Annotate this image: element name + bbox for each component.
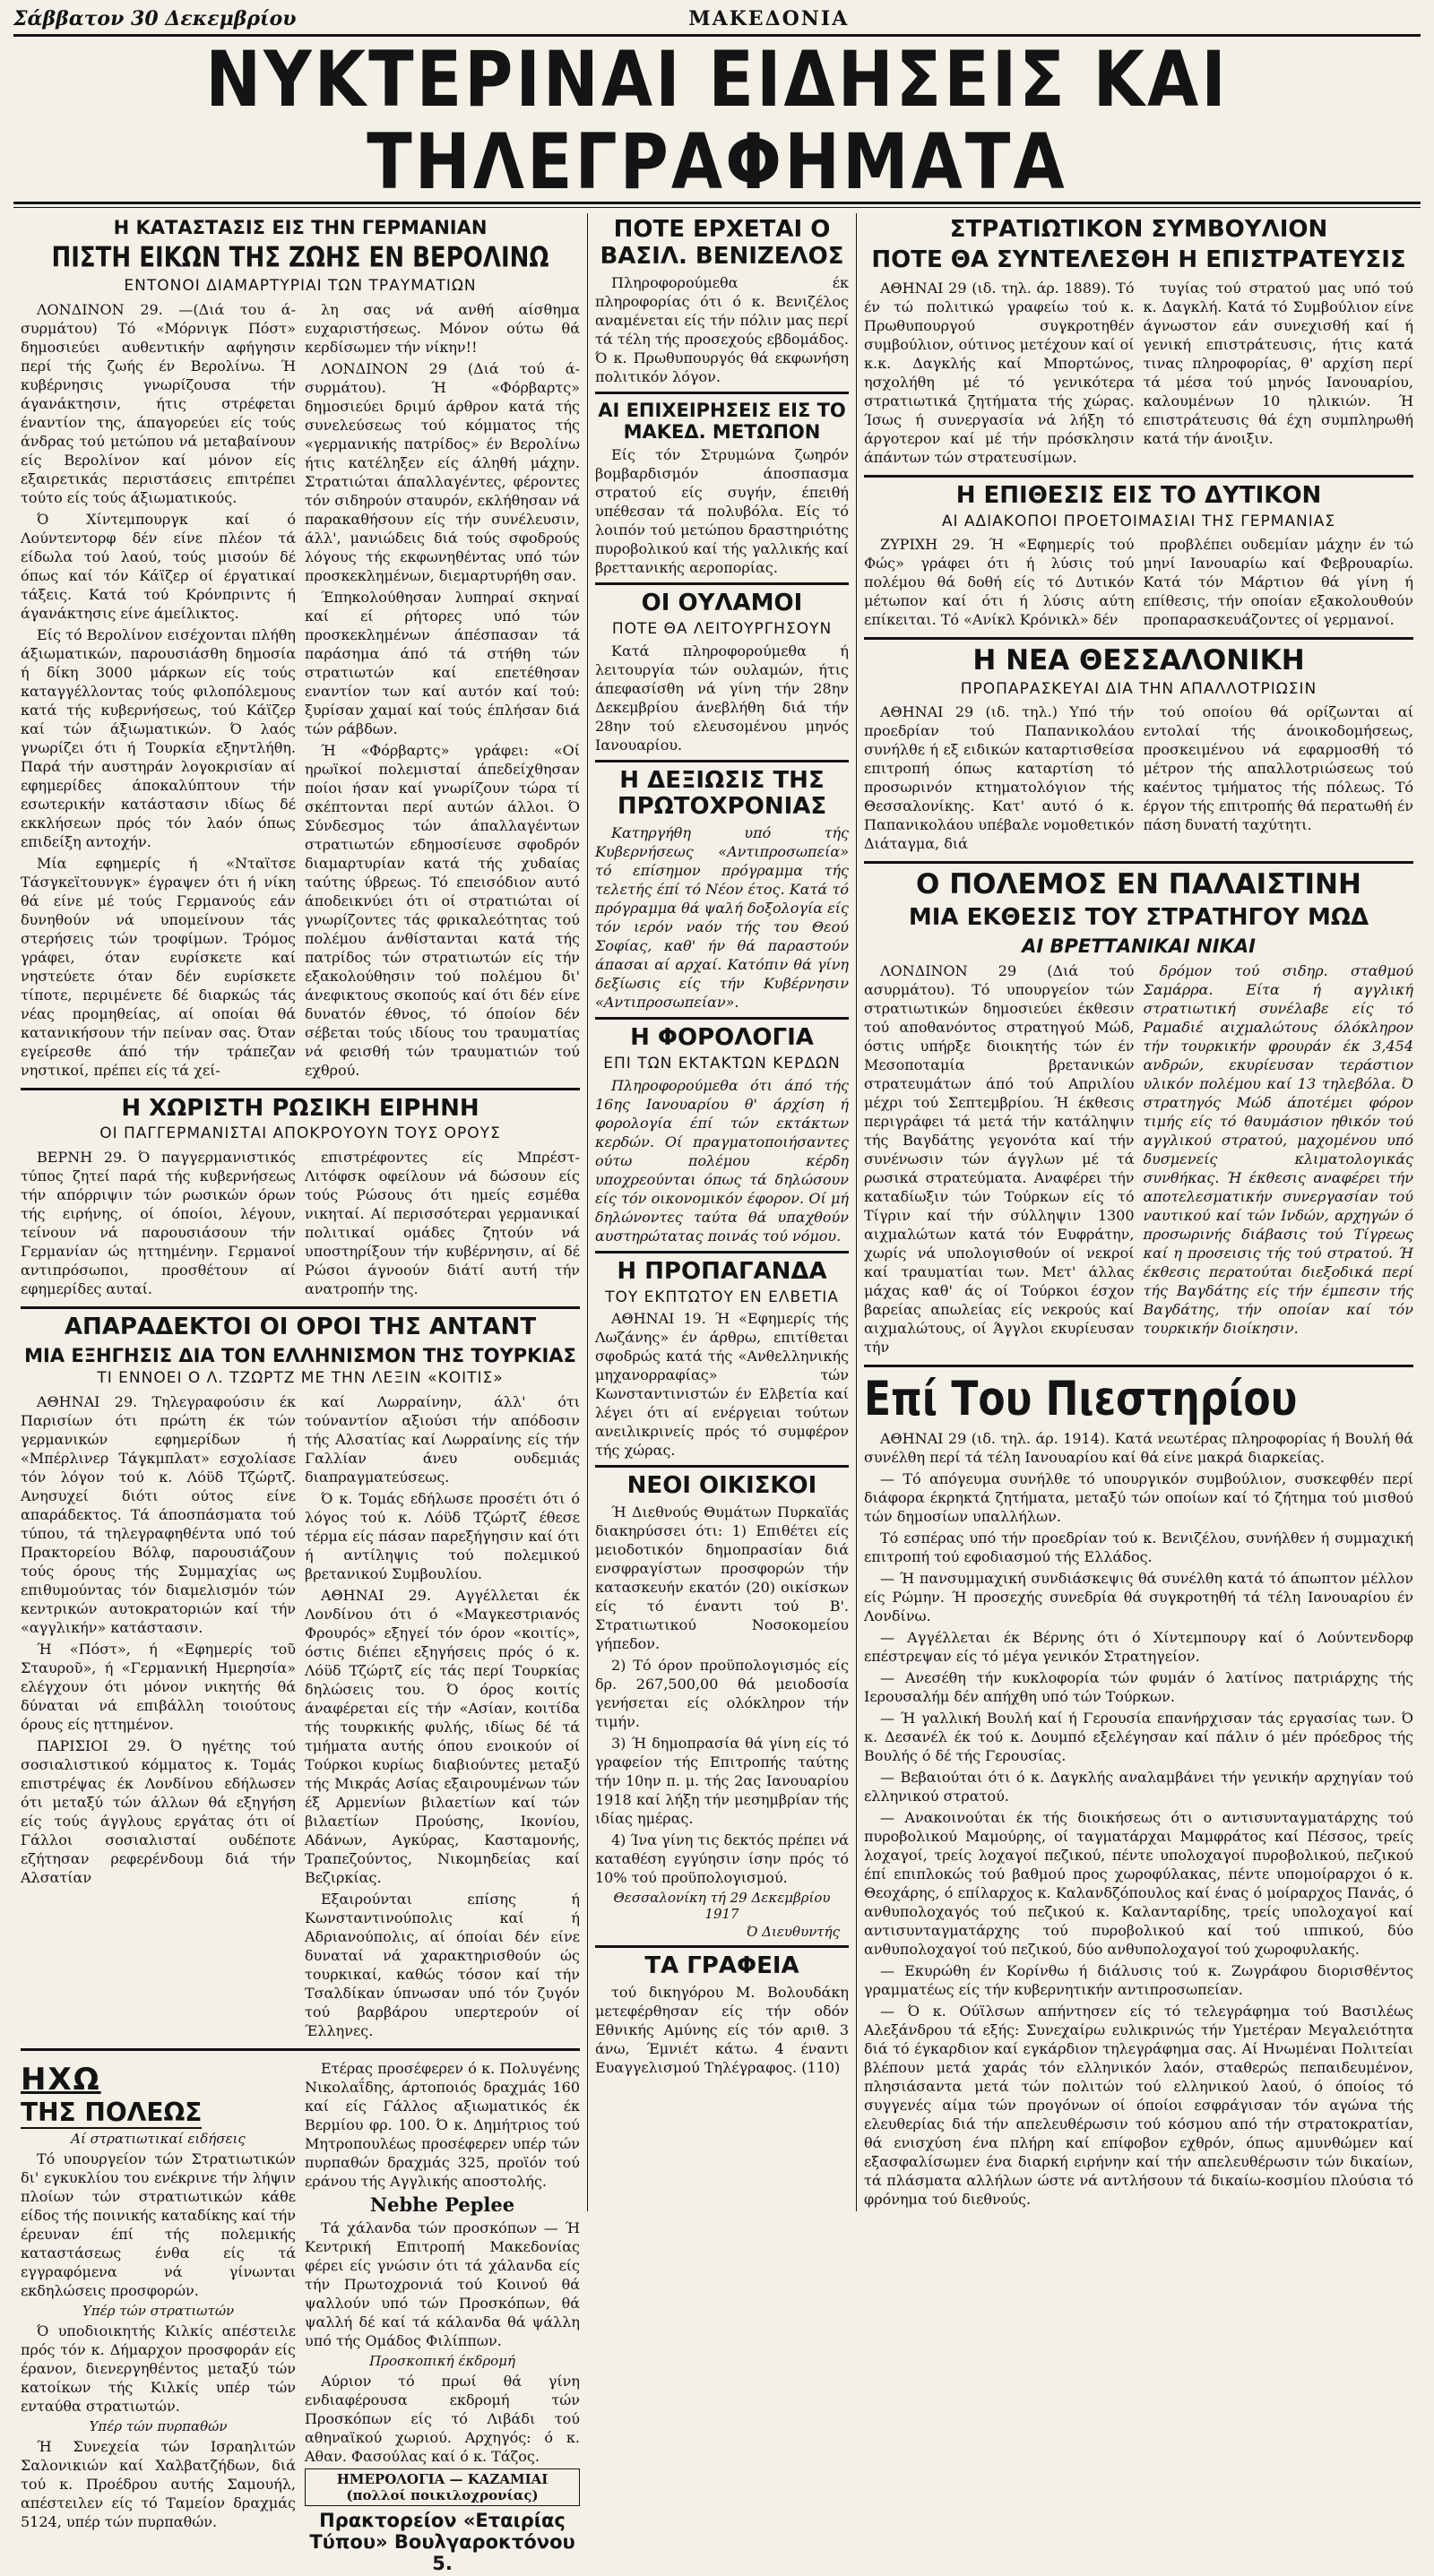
paragraph: Έπηκολούθησαν λυπηραί σκηναί καί εί ρήτορες υπό τών προσκεκλημένων άπέσπασαν τά παράσημα άπό τά στήθη τών στρατιωτών καί επετέθησαν εναντίον των καί αυτόν καί τού: ξυρίσαν χαμαί καί τούς έπλήσαν διά τών ράβδων. — [305, 588, 580, 737]
paragraph: — Ή γαλλική Βουλή καί ή Γερουσία επανήρχισαν τάς εργασίας των. Ό κ. Δεσανέλ έκ τού κ. Δουμπό εξελέγησαν καί πάλιν ό μέν πρόεδρος τής Βουλής ό δέ τής Γερουσίας. — [864, 1710, 1413, 1765]
paragraph: — Βεβαιούται ότι ό κ. Δαγκλής αναλαμβάνει τήν γενικήν αρχηγίαν τού ελληνικού στρατού. — [864, 1769, 1413, 1805]
ad-box: ΗΜΕΡΟΛΟΓΙΑ — ΚΑΖΑΜΙΑΙ (πολλοί ποικιλοχρονίας) — [305, 2468, 580, 2506]
article-title: Η ΦΟΡΟΛΟΓΙΑ — [630, 1024, 814, 1052]
article-body — [21, 1390, 580, 2043]
notice-date: Θεσσαλονίκη τή 29 Δεκεμβρίου 1917 — [613, 1890, 831, 1923]
paragraph: Ή «Πόστ», ή «Εφημερίς τοῦ Σταυροῦ», ή «Γερμανική Ημερησία» ελέγχουν ότι μόνον νικητής θά δύναται νά επιβάλλη τοιούτους όρους είς ηττημένον. — [21, 1640, 296, 1733]
article-subtitle: ΠΟΤΕ ΘΑ ΣΥΝΤΕΛΕΣΘΗ Η ΕΠΙΣΤΡΑΤΕΥΣΙΣ — [871, 246, 1406, 273]
paragraph: ΑΘΗΝΑΙ 29 (ιδ. τηλ. άρ. 1889). Τό έν τώ πολιτικώ γραφείω τού κ. Πρωθυπουργού συγκροτηθέν συμβούλιον, ούτινος μετέχουν καί οί κ.κ. Δαγκλής καί Μπορτώνος, ησχολήθη μέ τό γενικότερα στρατιωτικά ζητήματα τής χώρας. Ίσως ή συνεργασία νά λήξη τό άργοτερον καί μέ τήν πρόσκλησιν άπάντων τών στρατευσίμων. — [864, 279, 1135, 466]
article-kicker: Η ΚΑΤΑΣΤΑΣΙΣ ΕΙΣ ΤΗΝ ΓΕΡΜΑΝΙΑΝ — [113, 217, 488, 238]
divider — [21, 1306, 580, 1309]
paragraph: 3) Ή δημοπρασία θά γίνη είς τό γραφείον τής Επιτροπής ταύτης τήν 10ην π. μ. τής 2ας Ιανουαρίου 1918 καί λήξη τήν μεσημβρίαν τής ιδίας ημέρας. — [595, 1735, 849, 1828]
paragraph: Ό υποδιοικητής Κιλκίς απέστειλε πρός τόν κ. Δήμαρχον προσφοράν είς έρανον, διενεργηθέντος μεταξύ τών κατοίκων τής Κιλκίς υπέρ τών ενταύθα στρατιωτών. — [21, 2322, 296, 2415]
paragraph: Ή «Φόρβαρτς» γράφει: «Οί ηρωϊκοί πολεμισταί άπεδείχθησαν ποίοι ήσαν καί γνωρίζουν τώρα τί σκέπτονται περί αυτών άλλοι. Ό Σύνδεσμος τών άπαλλαγέντων στρατιωτών εδημοσίευσε σφοδρόν διαμαρτυρίαν κατά τής χυδαίας ταύτης ύβρεως. Τό επεισόδιον αυτό άποδεικνύει ότι οί στρατιώται οί γνωρίζοντες τάς φρικαλεότητας τού πολέμου άνθίστανται κατά τής πατρίδος τών στρατιωτών είς τήν εξακολούθησιν τού πολέμου δι' άνεφικτους σκοπούς καί ότι δέν είνε δυνατόν έθνος, τό όποίον δέν σέβεται τούς ιδίους του τραυματίας νά φεισθή τών τραυματιών τού εχθρού. — [305, 741, 580, 1079]
notice-signature: Ό Διευθυντής — [746, 1924, 840, 1941]
article-title: Η ΠΡΟΠΑΓΑΝΔΑ — [617, 1257, 827, 1285]
article-subtitle: ΑΙ ΒΡΕΤΤΑΝΙΚΑΙ ΝΙΚΑΙ — [1022, 935, 1256, 957]
article-subtitle: ΤΙ ΕΝΝΟΕΙ Ο Λ. ΤΖΩΡΤΖ ΜΕ ΤΗΝ ΛΕΞΙΝ «ΚΟΙΤΙΣ» — [97, 1369, 504, 1388]
paragraph: ΒΕΡΝΗ 29. Ό παγγερμανιστικός τύπος ζητεί παρά τής κυβερνήσεως τήν απόρριψιν τών ρωσικών όρων τής ειρήνης, οί όποίοι, λέγουν, τείνουν νά παρουσιάσουν τήν Γερμανίαν ώς ηττημένην. Γερμανοί αντιπρόσωποι, προσθέτουν αί εφημερίδες αυταί. — [21, 1149, 296, 1298]
issue-date: Σάββατον 30 Δεκεμβρίου — [13, 7, 297, 30]
article-body — [864, 532, 1413, 632]
divider — [21, 2048, 580, 2051]
article-subtitle: ΜΙΑ ΕΞΗΓΗΣΙΣ ΔΙΑ ΤΟΝ ΕΛΛΗΝΙΣΜΟΝ ΤΗΣ ΤΟΥΡΚΙΑΣ — [24, 1344, 576, 1366]
paragraph: — Τό απόγευμα συνήλθε τό υπουργικόν συμβούλιον, συσκεφθέν περί διάφορα έκρηκτά ζητήματα, μεταξύ τών οποίων καί τό ζήτημα τού μισθού τών δημοσίων υπαλλήλων. — [864, 1470, 1413, 1526]
article-title: Η ΝΕΑ ΘΕΣΣΑΛΟΝΙΚΗ — [972, 644, 1305, 677]
paragraph: Ό Χίντεμπουργκ καί ό Λούντεντορφ δέν είνε πλέον τά είδωλα τού λαού, τούς μισούν δέ όπως καί τόν Κάϊζερ οί έργατικαί τάξεις. Κατά τού Κρόνπριντς ή άγανάκτησις είνε άμείλικτος. — [21, 510, 296, 622]
paragraph: Ετέρας προσέφερεν ό κ. Πολυγένης Νικολαΐδης, άρτοποιός δραχμάς 160 καί είς Γάλλος αξιωματικός έκ Βερμίου φρ. 100. Ό κ. Δημήτριος τού Μητροπουλέως προσέφερεν υπέρ τών πυρπαθών δραχμάς 325, προϊόν τού εράνου τής Αγγλικής αποστολής. — [305, 2059, 580, 2190]
paragraph: επιστρέφοντες είς Μπρέστ-Λιτόφσκ οφείλουν νά δώσουν είς τούς Ρώσους ότι ημείς εσμέθα νικηταί. Αί περισσότεραι γερμανικαί πολιτικαί ομάδες ζητούν νά υποστηρίξουν τήν κυβέρνησιν, αί δέ Ρώσοι άγνοούν διάτί αυτή τήν ανατροπήν της. — [305, 1149, 580, 1298]
article-title: ΝΕΟΙ ΟΙΚΙΣΚΟΙ — [626, 1472, 817, 1500]
article-title: Η ΔΕΞΙΩΣΙΣ ΤΗΣ ΠΡΩΤΟΧΡΟΝΙΑΣ — [617, 766, 827, 821]
paragraph: 4) Ίνα γίνη τις δεκτός πρέπει νά καταθέση εγγύησιν ίσην πρός τό 10% τού προϋπολογισμού. — [595, 1831, 849, 1887]
divider — [595, 1945, 849, 1948]
divider — [864, 475, 1413, 478]
divider — [595, 392, 849, 394]
divider — [864, 637, 1413, 640]
article-subtitle: ΕΠΙ ΤΩΝ ΕΚΤΑΚΤΩΝ ΚΕΡΔΩΝ — [603, 1055, 841, 1073]
paragraph: ΑΘΗΝΑΙ 29 (ιδ. τηλ. άρ. 1914). Κατά νεωτέρας πληροφορίας ή Βουλή θά συνέλθη περί τά τέλη Ιανουαρίου καί θά είνε μακρά διαρκείας. — [864, 1430, 1413, 1467]
article-title: ΟΙ ΟΥΛΑΜΟΙ — [641, 590, 803, 617]
paragraph: ΛΟΝΔΙΝΟΝ 29 (Διά τού ασυρμάτου). Τό υπουργείον τών στρατιωτικών δημοσιεύει έκθεσιν τού αποθανόντος στρατηγού Μώδ, όστις υπήρξε διοικητής τών έν Μεσοποταμία βρετανικών στρατευμάτων άπό τού Απριλίου μέχρι τού Σεπτεμβρίου. Ή έκθεσις περιγράφει τά μετά τήν κατάληψιν τής Βαγδάτης γεγονότα καί τήν συνένωσιν τών άγγλων μέ τά ρωσικά στρατεύματα. Αναφέρει τήν καταδίωξιν τών Τούρκων είς τό Τίγριν καί τήν σύλληψιν 1300 αιχμαλώτων κατά τόν Ευφράτην, χωρίς νά υπολογισθούν οί νεκροί καί τραυματίαι των. Μετ' άλλας μάχας καθ' άς οί Τούρκοι έσχον βαρείας απωλείας είς νεκρούς καί αιχμαλώτους, οί Άγγλοι εκυρίευσαν τήν — [864, 962, 1135, 1357]
echo-section — [21, 2056, 580, 2576]
article-subtitle: ΜΙΑ ΕΚΘΕΣΙΣ ΤΟΥ ΣΤΡΑΤΗΓΟΥ ΜΩΔ — [908, 904, 1369, 932]
ad-name: Nebhe Peplee — [369, 2193, 515, 2216]
paragraph: — Ή πανσυμμαχική συνδιάσκεψις θά συνέλθη κατά τό άπωπτον μέλλον είς Ρώμην. Ή προσεχής συνεδρία θά συγκροτηθή τά τέλη Ιανουαρίου έν Λονδίνω. — [864, 1570, 1413, 1625]
item-heading: Προσκοπική έκδρομή — [369, 2352, 515, 2369]
paragraph: ΛΟΝΔΙΝΟΝ 29. —(Διά του ά-συρμάτου) Τό «Μόρνιγκ Πόστ» δημοσιεύει αυθεντικήν αφήγησιν περί τής ζωής έν Βερολίνω. Ή κυβέρνησις γνωρίζουσα τήν άγανάκτησιν, ήτις στρέφεται έναντίον της, άπαγορεύει είς τούς άνδρας τού μετώπου νά μεταβαίνουν είς Βερολίνον καί μόνον είς εξαιρετικάς περιστάσεις επιτρέπει τούτο είς τούς άξιωματικούς. — [21, 300, 296, 506]
item-heading: Υπέρ τών στρατιωτών — [82, 2302, 235, 2319]
section-banner: ΝΥΚΤΕΡΙΝΑΙ ΕΙΔΗΣΕΙΣ ΚΑΙ ΤΗΛΕΓΡΑΦΗΜΑΤΑ — [205, 35, 1229, 207]
divider — [595, 1251, 849, 1254]
paragraph: Πληροφορούμεθα έκ πληροφορίας ότι ό κ. Βενιζέλος αναμένεται είς τήν πόλιν μας περί τά τέλη τής προσεχούς εβδομάδος. Ό κ. Πρωθυπουργός θά εκφωνήση πολιτικόν λόγον. — [595, 273, 849, 385]
paragraph: Εξαιρούνται επίσης ή Κωνσταντινούπολις καί ή Αδριανούπολις, αί όποίαι δέν είνε δυναταί νά χαρακτηρισθούν ώς τουρκικαί, καθώς τόσον καί τήν Τσαλδίκαν ύπνωσαν υπό τόν ζυγόν τού βαρβάρου υπερτερούν οί Έλληνες. — [305, 1890, 580, 2039]
divider — [864, 1365, 1413, 1367]
article-body — [21, 1145, 580, 1301]
article-subtitle: ΤΟΥ ΕΚΠΤΩΤΟΥ ΕΝ ΕΛΒΕΤΙΑ — [605, 1288, 839, 1306]
article-subtitle: ΑΙ ΑΔΙΑΚΟΠΟΙ ΠΡΟΕΤΟΙΜΑΣΙΑΙ ΤΗΣ ΓΕΡΜΑΝΙΑΣ — [941, 512, 1336, 530]
item-heading: Αί στρατιωτικαί ειδήσεις — [71, 2130, 246, 2147]
paragraph: Τά χάλανδα τών προσκόπων — Ή Κεντρική Επιτροπή Μακεδονίας φέρει είς γνώσιν ότι τά χάλανδα είς τήν Πρωτοχρονιά τού Κοινού θά ψαλλούν υπό τών Προσκόπων, θά ψαλλή δέ καί τά κάλανδα θά ψάλλη υπό τής Ομάδος Φιλίππων. — [305, 2218, 580, 2349]
paragraph: Ή Συνεχεία τών Ισραηλιτών Σαλονικιών καί Χαλβατζήδων, διά τού κ. Προέδρου αυτής Σαμουήλ, απέστειλεν είς τό Ταμείον δραχμάς 5124, υπέρ τών πυρπαθών. — [21, 2437, 296, 2530]
paragraph: Κατά πληροφορούμεθα ή λειτουργία τών ουλαμών, ήτις άπεφασίσθη νά γίνη τήν 28ην Δεκεμβρίου άνεβλήθη διά τήν 28ην τού ελευσομένου μηνός Ιανουαρίου. — [595, 642, 849, 754]
paragraph: ΑΘΗΝΑΙ 29. Αγγέλλεται έκ Λονδίνου ότι ό «Μαγκεστριανός Φρουρός» εξηγεί τόν όρον «κοιτίς», όστις διέπει εξηγήσεις πρός ό κ. Λόϋδ Τζώρτζ είς τάς περί Τουρκίας δηλώσεις του. Ό όρος κοιτίς άναφέρεται είς τήν «Ασίαν, κοιτίδα τής τουρκικής φυλής, ιδίως δέ τά τμήματα αυτής όπου ενοικούν οί Τούρκοι κυρίως διαβιούντες μεταξύ τής Μικράς Ασίας εξαιρουμένων τών έξ Αρμενίων βιλαετίων καί τών βιλαετίων Προύσης, Ικονίου, Αδάνων, Αγκύρας, Κασταμονής, Τραπεζούντος, Νικομηδείας καί Βεζιρκίας. — [305, 1586, 580, 1886]
ad-footer: Πρακτορείον «Εταιρίας Τύπου» Βουλγαροκτόνου 5. — [309, 2509, 575, 2575]
divider — [864, 861, 1413, 864]
top-strip — [13, 7, 1421, 37]
paragraph: 2) Τό όρον προϋπολογισμός είς δρ. 267,500,00 θά μειοδοσία γενήσεται είς ολόκληρον τήν τιμήν. — [595, 1657, 849, 1731]
article-body — [864, 700, 1413, 856]
article-title: Η ΕΠΙΘΕΣΙΣ ΕΙΣ ΤΟ ΔΥΤΙΚΟΝ — [955, 481, 1322, 509]
paragraph: Ό κ. Τομάς εδήλωσε προσέτι ότι ό λόγος τού κ. Λόϋδ Τζώρτζ έθεσε τέρμα είς πάσαν παρεξήγησιν καί ότι ή αντίληψις τού πολεμικού βρετανικού Συμβουλίου. — [305, 1489, 580, 1582]
paragraph: καί Λωρραίνην, άλλ' ότι τούναντίον αξιούσι τήν απόδοσιν τής Αλσατίας καί Λωρραίνης είς τήν Γαλλίαν άνευ ουδεμιάς διαπραγματεύσεως. — [305, 1392, 580, 1486]
item-heading: Υπέρ τών πυρπαθών — [89, 2417, 228, 2434]
paragraph: δρόμον τού σιδηρ. σταθμού Σαμάρρα. Είτα ή αγγλική στρατιωτική συνέλαβε είς τό Ραμαδιέ αιχμαλώτους όλόκληρον τήν τουρκικήν φρουράν έκ 3,454 ανδρών, εκυρίευσαν τεράστιον υλικόν πολέμου καί 13 τηλεβόλα. Ό στρατηγός Μώδ άποτέμει φόρον τιμής είς τό θαυμάσιον ηθικόν τού αγγλικού στρατού, μαχομένου υπό δυσμενείς κλιματολογικάς συνθήκας. Ή έκθεσις αναφέρει τήν αποτελεσματικήν συνεργασίαν τού ναυτικού καί τών Ινδών, αρχηγών ό προσωρινής διάβασις τού Τίγρεως καί η προσεισις τής τού στρατού. Ή έκθεσις περατούται διεξοδικά περί τής Βαγδάτης είς τήν έμπεσιν τής Βαγδάτης, τήν οποίαν καί τόν τουρκικήν διοίκησιν. — [1143, 962, 1413, 1338]
column-right — [856, 213, 1421, 2211]
article-body — [21, 297, 580, 1082]
paragraph: — Ανεσέθη τήν κυκλοφορία τών φυμάν ό λατίνος πατριάρχης τής Ιερουσαλήμ δέν απήχθη υπό τών Τούρκων. — [864, 1669, 1413, 1706]
article-subtitle: ΟΙ ΠΑΓΓΕΡΜΑΝΙΣΤΑΙ ΑΠΟΚΡΟΥΟΥΝ ΤΟΥΣ ΟΡΟΥΣ — [99, 1124, 501, 1143]
paragraph: λη σας νά ανθή αίσθημα ευχαριστήσεως. Μόνον ούτω θά κερδίσωμεν τήν νίκην!! — [305, 300, 580, 356]
paragraph: ΠΑΡΙΣΙΟΙ 29. Ό ηγέτης τού σοσιαλιστικού κόμματος κ. Τομάς επιστρέψας έκ Λονδίνου εδήλωσεν ότι μεταξύ τών άλλων θά εξηγήση είς τούς άγγλους εργάτας ότι οί Γάλλοι σοσιαλισταί ουδέποτε εζήτησαν ρεφερένδουμ διά τήν Αλσατίαν — [21, 1736, 296, 1886]
paragraph: τυγίας τού στρατού μας υπό τού κ. Δαγκλή. Κατά τό Συμβούλιον είνε άγνωστον εάν συνεχισθή καί ή γενική επιστράτευσις, ήτις κατά τινας πληροφορίας, θ' αρχίση περί τά μέσα τού μηνός Ιανουαρίου, καλουμένων 10 ηλικιών. Ή επιστράτευσις θά έχη συμπληρωθή κατά τήν άνοιξιν. — [1143, 279, 1413, 447]
paragraph: — Εκυρώθη έν Κορίνθω ή διάλυσις τού κ. Ζωγράφου διορισθέντος γραμματέως είς τήν κυβερνητικήν αντιπροσωπείαν. — [864, 1962, 1413, 1999]
paragraph: τού δικηγόρου Μ. Βολουδάκη μετεφέρθησαν είς τήν οδόν Εθνικής Αμύνης είς τόν αριθ. 3 άνω, Έμνιέτ κάτω. 4 έναντι Ευαγγελισμού Τηλέγραφος. (110) — [595, 1983, 849, 2076]
paragraph: Κατηργήθη υπό τής Κυβερνήσεως «Αντιπροσωπεία» τό επίσημον πρόγραμμα τής τελετής έπί τό Νέον έτος. Κατά τό πρόγραμμα θά ψαλή δοξολογία είς τόν ιερόν ναόν τής του Θεού Σοφίας, καθ' ήν θά παραστούν άπασαι αί αρχαί. Κατόπιν θά γίνη δεξίωσις είς τήν Κυβέρνησιν «Αντιπροσωπείαν». — [595, 824, 849, 1012]
paragraph: ΛΟΝΔΙΝΟΝ 29 (Διά τού ά-συρμάτου). Ή «Φόρβαρτς» δημοσιεύει δριμύ άρθρον κατά τής συνελεύσεως τού κόμματος τής «γερμανικής πατρίδος» έν Βερολίνω ήτις κατέληξεν είς άληθή μάχην. Στρατιώται άπαλλαγέντες, φέροντες τόν σιδηρούν σταυρόν, εκλήθησαν νά παρακαθήσουν είς τήν συνέλευσιν, άλλ', μανιώδεις διά τούς σφοδρούς λόγους τής εκφωνηθέντας υπό τών προσκεκλημένων, διεμαρτυρήθη σαν. — [305, 359, 580, 584]
paragraph: προβλέπει ουδεμίαν μάχην έν τώ μηνί Ιανουαρίω καί Φεβρουαρίω. Κατά τόν Μάρτιον θά γίνη ή επίθεσις, τήν οποίαν εξακολουθούν προπαρασκευάζοντες οί γερμανοί. — [1143, 536, 1413, 629]
column-left — [13, 213, 587, 2575]
paragraph: Ή Διεθνούς Θυμάτων Πυρκαϊάς διακηρύσσει ότι: 1) Επιθέτει είς μειοδοτικόν δημοπρασίαν διά ενσφραγίστων προσφορών τήν κατασκευήν εκατόν (20) οικίσκων είς τό έναντι τού Β'. Στρατιωτικού Νοσοκομείου γήπεδον. — [595, 1503, 849, 1653]
article-body — [864, 959, 1413, 1359]
article-title: ΠΙΣΤΗ ΕΙΚΩΝ ΤΗΣ ΖΩΗΣ ΕΝ ΒΕΡΟΛΙΝΩ — [51, 241, 549, 274]
article-title: Επί Του Πιεστηρίου — [864, 1371, 1298, 1427]
article-title: ΤΑ ΓΡΑΦΕΙΑ — [644, 1952, 799, 1980]
divider — [21, 1088, 580, 1090]
paragraph: Είς τό Βερολίνον εισέχονται πλήθη άξιωματικών, παρουσιάσθη δημοσία ή δίκη 3000 μάρκων είς τούς καταγγέλλοντας τούς φιλοπόλεμους κατά τής κυβερνήσεως, τού Κάϊζερ καί τών άξιωματικών. Ό λαός γνωρίζει ότι ή Τουρκία εξηντλήθη. Παρά τήν αυστηράν λογοκρισίαν αί εφημερίδες άποκαλύπτουν τήν εσωτερικήν κατάστασιν ιδίως δέ εκκλήσεων πρός τόν λαόν όπως επιδείξη αντοχήν. — [21, 625, 296, 850]
paragraph: ΑΘΗΝΑΙ 29 (ιδ. τηλ.) Υπό τήν προεδρίαν τού Παπανικολάου συνήλθε ή εξ ειδικών καταρτισθείσα επιτροπή όπως καταρτίση τό προσωρινόν κτηματολόγιον τής Θεσσαλονίκης. Κατ' αυτό ό κ. Παπανικολάου υπέβαλε νομοθετικόν Διάταγμα, διά — [864, 703, 1135, 853]
echo-title: ΗΧΩ — [21, 2061, 101, 2098]
column-middle — [587, 213, 856, 2211]
article-title: Ο ΠΟΛΕΜΟΣ ΕΝ ΠΑΛΑΙΣΤΙΝΗ — [916, 868, 1361, 901]
paragraph: Τό υπουργείον τών Στρατιωτικών δι' εγκυκλίου του ενέκρινε τήν λήψιν πλοίων τών στρατιωτικών κάθε είδος τής ποινικής καταδίκης καί τήν έρευναν έπί τής πολεμικής καταστάσεως ένθα είς τά εγγραφόμενα νά γίνωνται εκδηλώσεις προσφορών. — [21, 2150, 296, 2299]
paragraph: Αύριον τό πρωί θά γίνη ενδιαφέρουσα εκδρομή τών Προσκόπων είς τό Λιβάδι τού αθηναϊκού χωριού. Αρχηγός: ό κ. Αθαν. Φασούλας καί ό κ. Τάζος. — [305, 2372, 580, 2465]
article-subtitle: ΕΝΤΟΝΟΙ ΔΙΑΜΑΡΤΥΡΙΑΙ ΤΩΝ ΤΡΑΥΜΑΤΙΩΝ — [124, 277, 477, 296]
divider — [595, 1017, 849, 1020]
columns — [13, 213, 1421, 2575]
paragraph: — Ό κ. Ούϊλσων απήντησεν είς τό τελεγράφημα τού Βασιλέως Αλεξάνδρου τά εξής: Συνεχαίρω ευλικρινώς τήν Υμετέραν Μεγαλειότητα διά τό έγκαρδιον καί εγκάρδιον τηλεγράφημα σας. Αί Ηνωμέναι Πολιτείαι βλέπουν μετά χαράς τόν ελληνικόν λαόν, σταθερώς πεπαιδευμένον, πλησιάσαντα μετά τών πολιτών τού ελληνικού λαού, ό όποίος τό συγγενές αίμα τών προγόνων οί όποίοι εσφράγισαν τόν αγώνα τής ελευθερίας διά τήν απελευθέρωσιν τού κόσμου από τήν στρατοκρατίαν, θά ενισχύση ένα πλήρη καί επίφοβον εχθρόν, όπως αμυνθώμεν καί εξασφαλίσωμεν ένα διαρκή ειρήνην καί τήν απελευθέρωσιν τών δικαίων, τά πλάσματα αλλήλων ώστε νά αντλήσουν τά δικαίω-κοσμίου πλούσια τό φρόνημα τού διεθνούς. — [864, 2003, 1413, 2209]
paragraph: — Ανακοινούται έκ τής διοικήσεως ότι ο αντισυνταγματάρχης τού πυροβολικού Μαμούρης, οί ταγματάρχαι Μαμφράτος καί Πέσσος, τρείς λοχαγοί, τρείς λοχαγοί πεζικού, πέντε υπολοχαγοί πυροβολικού, πεζικού έπί επιπλοκώς τού βαθμού προς χωροφύλακας, πέντε υπομοίραρχοι ό κ. Θεοχάρης, ό επίλαρχος κ. Καλανδζόπουλος καί ένας ό μοίραρχος Πανάς, ό ανθυπολοχαγός τού πεζικού κ. Καλανταρίδης, τρείς υπολοχαγοί καί αντισυνταγματάρχης τού πυροβολικού καί τού ιππικού, δύο ανθυπολοχαγοί τού πεζικού, δύο ανθυπολοχαγοί τού χωροφυλακής. — [864, 1809, 1413, 1959]
paper-name: ΜΑΚΕΔΟΝΙΑ — [688, 7, 850, 30]
paragraph: ΑΘΗΝΑΙ 29. Τηλεγραφούσιν έκ Παρισίων ότι πρώτη έκ τών γερμανικών εφημερίδων ή «Μπέρλινερ Τάγκμπλατ» εσχολίασε τόν λόγον τού κ. Λόϋδ Τζώρτζ. Ανησυχεί διότι ούτος είνε απαράδεκτος. Τά άποσπάσματα τού τύπου, τά τηλεγραφηθέντα υπό τού Πρακτορείου Βόλφ, παρουσιάζουν τούς όρους τής Συμμαχίας ως επιθυμούντας τόν διαμελισμόν τών κεντρικών αυτοκρατοριών καί τήν «αγγλικήν» κατάστασιν. — [21, 1392, 296, 1636]
article-body — [864, 276, 1413, 470]
article-subtitle: ΠΡΟΠΑΡΑΣΚΕΥΑΙ ΔΙΑ ΤΗΝ ΑΠΑΛΛΟΤΡΙΩΣΙΝ — [960, 679, 1317, 698]
article-title: ΑΠΑΡΑΔΕΚΤΟΙ ΟΙ ΟΡΟΙ ΤΗΣ ΑΝΤΑΝΤ — [64, 1314, 537, 1341]
paragraph: Είς τόν Στρυμώνα ζωηρόν βομβαρδισμόν άποσπασμα στρατού είς συγήν, έπειθή υπέθεσαν τά πολυβόλα. Είς τό λοιπόν τού μετώπου δραστηριότης πυροβολικού καί τής γαλλικής καί βρεττανικής αεροπορίας. — [595, 446, 849, 577]
divider — [595, 582, 849, 585]
paragraph: Μία εφημερίς ή «Νταϊτσε Τάσγκεϊτουνγκ» έγραψεν ότι ή νίκη θά είνε μέ τούς Γερμανούς εάν δυνηθούν νά υπομείνουν τάς στερήσεις τών τροφίμων. Τρόμος γράφει, όταν ευρίσκετε καί νηστεύετε όταν δέν ευρίσκετε τίποτε, περιμένετε δέ διαρκώς τάς νέας προμηθείας, αί οποίαι θά κατανικήσουν τήν πείναν σας. Όταν εγείρεσθε άπό τήν τράπεζαν νηστικοί, πρέπει είς τά χεί- — [21, 854, 296, 1079]
divider — [595, 1465, 849, 1468]
article-title: Η ΧΩΡΙΣΤΗ ΡΩΣΙΚΗ ΕΙΡΗΝΗ — [121, 1094, 479, 1122]
paragraph: Πληροφορούμεθα ότι άπό τής 16ης Ιανουαρίου θ' άρχίση ή φορολογία έπί τών εκτάκτων κερδών. Οί πραγματοποιήσαντες ούτω πολέμου κέρδη υποχρεούνται όπως τά δηλώσουν είς τόν οικονομικόν έφορον. Οί μή δηλώνοντες ταύτα θά υπαχθούν αυστηρώτατας ποινάς τού νόμου. — [595, 1076, 849, 1245]
article-subtitle: ΠΟΤΕ ΘΑ ΛΕΙΤΟΥΡΓΗΣΟΥΝ — [611, 619, 833, 638]
article-title: ΣΤΡΑΤΙΩΤΙΚΟΝ ΣΥΜΒΟΥΛΙΟΝ — [949, 216, 1328, 243]
paragraph: ΖΥΡΙΧΗ 29. Ή «Εφημερίς τού Φώς» γράφει ότι ή λύσις τού πολέμου θά δοθή είς τό Δυτικόν μέτωπον καί ότι ή λύσις αύτη επίκειται. Τό «Ανίκλ Κρόνικλ» δέν — [864, 536, 1135, 629]
paragraph: τού οποίου θά ορίζωνται αί εντολαί τής άνοικοδομήσεως, προσκειμένου νά εφαρμοσθή τό μέτρον τής απαλλοτριώσεως τού καέντος τμήματος τής πόλεως. Τό έργον τής επιτροπής θά περατωθή έν πάση δυνατή ταχύτητι. — [1143, 703, 1413, 834]
article-title: ΑΙ ΕΠΙΧΕΙΡΗΣΕΙΣ ΕΙΣ ΤΟ ΜΑΚΕΔ. ΜΕΤΩΠΟΝ — [598, 399, 846, 443]
paragraph: ΑΘΗΝΑΙ 19. Ή «Εφημερίς τής Λωζάνης» έν άρθρω, επιτίθεται σφοδρώς κατά τής «Ανθελληνικής μηχανορραφίας» τών Κωνσταντινιστών έν Ελβετία καί λέγει ότι αί ενέργειαι τούτων ανειλικρινείς πρός τό συμφέρον τής χώρας. — [595, 1310, 849, 1460]
divider — [595, 760, 849, 762]
article-title: ΠΟΤΕ ΕΡΧΕΤΑΙ Ο ΒΑΣΙΛ. ΒΕΝΙΖΕΛΟΣ — [600, 216, 844, 270]
newspaper-page — [13, 0, 1421, 2575]
paragraph: Τό εσπέρας υπό τήν προεδρίαν τού κ. Βενιζέλου, συνήλθεν ή συμμαχική επιτροπή τού εφοδιασμού τής Ελλάδος. — [864, 1529, 1413, 1566]
echo-subtitle: ΤΗΣ ΠΟΛΕΩΣ — [21, 2097, 203, 2127]
paragraph: — Αγγέλλεται έκ Βέρνης ότι ό Χίντεμπουργ καί ό Λούντενδορφ επέστρεψαν είς τό μέγα γενικόν Στρατηγείον. — [864, 1629, 1413, 1666]
